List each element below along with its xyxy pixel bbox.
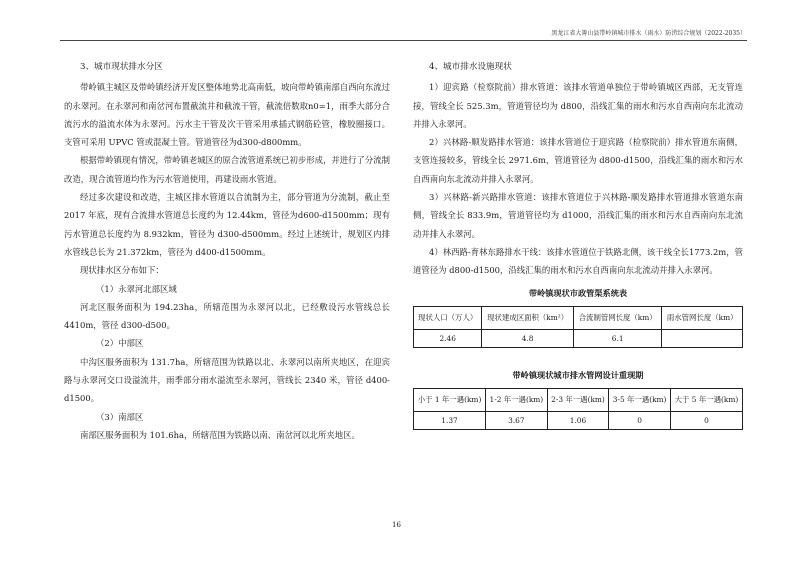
paragraph-statistics: 经过多次建设和改造，主城区排水管道以合流制为主，部分管道为分流制，截止至 2017 年底，现有合流排水管道总长度约为 12.44km，管径为d600-d1500mm；现有污水管道总长度约为 8.932km，管径为 d300-d500mm。经过上述统计，规划区内排水管线总长为 21.372km，管径为 d400-d1500mm。 xyxy=(64,192,390,257)
table-header-cell: 现状人口（万人） xyxy=(414,306,482,329)
paragraph-old-town: 根据带岭镇现有情况，带岭镇老城区的原合流管道系统已初步形成，并进行了分流制改造，现合流管道均作为污水管道使用，再建设雨水管道。 xyxy=(64,155,390,184)
zone-heading-south: （3）南部区 xyxy=(96,411,144,422)
table-header-cell: 2-3 年一遇(km) xyxy=(547,388,609,411)
left-column xyxy=(64,58,390,444)
section-heading-facilities: 4、城市排水设施现状 xyxy=(429,62,512,72)
table-row xyxy=(414,411,743,429)
table-design-return-period xyxy=(413,388,743,430)
table-header-cell: 雨水管网长度（km） xyxy=(662,306,743,329)
zone-heading-north: （1）永翠河北部区域 xyxy=(96,283,177,294)
table-cell: 6.1 xyxy=(573,329,661,347)
table-municipal-pipes xyxy=(413,306,743,348)
paragraph-zone-north: 河北区服务面积为 194.23ha，所辖范围为永翠河以北，已经敷设污水管线总长 4410m，管径 d300-d500。 xyxy=(64,301,390,331)
table-header-cell: 3-5 年一遇(km) xyxy=(609,388,671,411)
table-cell xyxy=(662,329,743,347)
right-column xyxy=(413,58,743,430)
paragraph-zone-middle: 中沟区服务面积为 131.7ha，所辖范围为铁路以北、永翠河以南所夹地区，在迎宾路与永翠河交口设溢流井，雨季部分雨水溢流至永翠河，管线长 2340 米，管径 d400-d1500。 xyxy=(64,356,390,404)
table-title-municipal-pipes: 带岭镇现状市政管渠系统表 xyxy=(528,287,628,298)
table-header-cell: 大于 5 年一遇(km) xyxy=(670,388,742,411)
paragraph-pipe-3: 3）兴林路-新兴路排水管道：该排水管道位于兴林路-顺发路排水管道排水管道东南侧，管线全长 833.9m，管道管径均为 d1000，沿线汇集的雨水和污水自西南向东北流动并排入永翠河。 xyxy=(413,192,743,239)
table-header-cell: 1-2 年一遇(km) xyxy=(486,388,548,411)
paragraph-pipe-2: 2）兴林路-顺发路排水管道：该排水管道位于迎宾路（检察院前）排水管道东南侧，支管连接较多，管线全长 2971.6m，管道管径为 d800-d1500，沿线汇集的雨水和污水自西南向东北流动并排入永翠河。 xyxy=(413,137,743,184)
paragraph-pipe-4: 4）林西路-育林东路排水干线：该排水管道位于铁路北侧，该干线全长1773.2m，管道管径为 d800-d1500，沿线汇集的雨水和污水自西南向东北流动并排入永翠河。 xyxy=(413,246,743,276)
table-cell: 0 xyxy=(609,411,671,429)
paragraph-terrain: 带岭镇主城区及带岭镇经济开发区整体地势北高南低，坡向带岭镇南部自西向东流过的永翠河。在永翠河和南岔河布置截流井和截流干管，截流倍数取n0=1，雨季大部分合流污水的溢流水体为永翠河。污水主干管及次干管采用承插式钢筋砼管，橡胶圈接口。支管可采用 UPVC 管或混凝土管。管道管径为d300-d800mm。 xyxy=(64,82,390,148)
table-header-cell: 小于 1 年一遇(km) xyxy=(414,388,486,411)
section-heading-drainage-zones: 3、城市现状排水分区 xyxy=(80,62,163,72)
table-cell: 1.06 xyxy=(547,411,609,429)
table-header-row xyxy=(414,388,743,411)
paragraph-pipe-1: 1）迎宾路（检察院前）排水管道：该排水管道单独位于带岭镇城区西部，无支管连接，管线全长 525.3m，管道管径均为 d800，沿线汇集的雨水和污水自西南向东北流动并排入永翠河。 xyxy=(413,82,743,129)
table-header-cell: 合流制管网长度（km） xyxy=(573,306,661,329)
table-cell: 3.67 xyxy=(486,411,548,429)
paragraph-zone-south: 南部区服务面积为 101.6ha，所辖范围为铁路以南、南岔河以北所夹地区。 xyxy=(80,429,360,440)
table-cell: 4.8 xyxy=(482,329,574,347)
header-rule xyxy=(60,40,747,41)
zone-heading-middle: （2）中部区 xyxy=(96,338,144,349)
page-header: 黑龙江省大箐山县带岭镇城市排水（雨水）防涝综合规划（2022-2035） xyxy=(551,30,746,37)
table-cell: 2.46 xyxy=(414,329,482,347)
table-header-row xyxy=(414,306,743,329)
page-number: 16 xyxy=(392,521,401,529)
table-row xyxy=(414,329,743,347)
table-cell: 0 xyxy=(670,411,742,429)
table-title-design-return-period: 带岭镇现状城市排水管网设计重现期 xyxy=(512,369,644,380)
table-header-cell: 现状建成区面积（km²） xyxy=(482,306,574,329)
table-cell: 1.37 xyxy=(414,411,486,429)
paragraph-zone-intro: 现状排水区分布如下： xyxy=(80,265,164,276)
